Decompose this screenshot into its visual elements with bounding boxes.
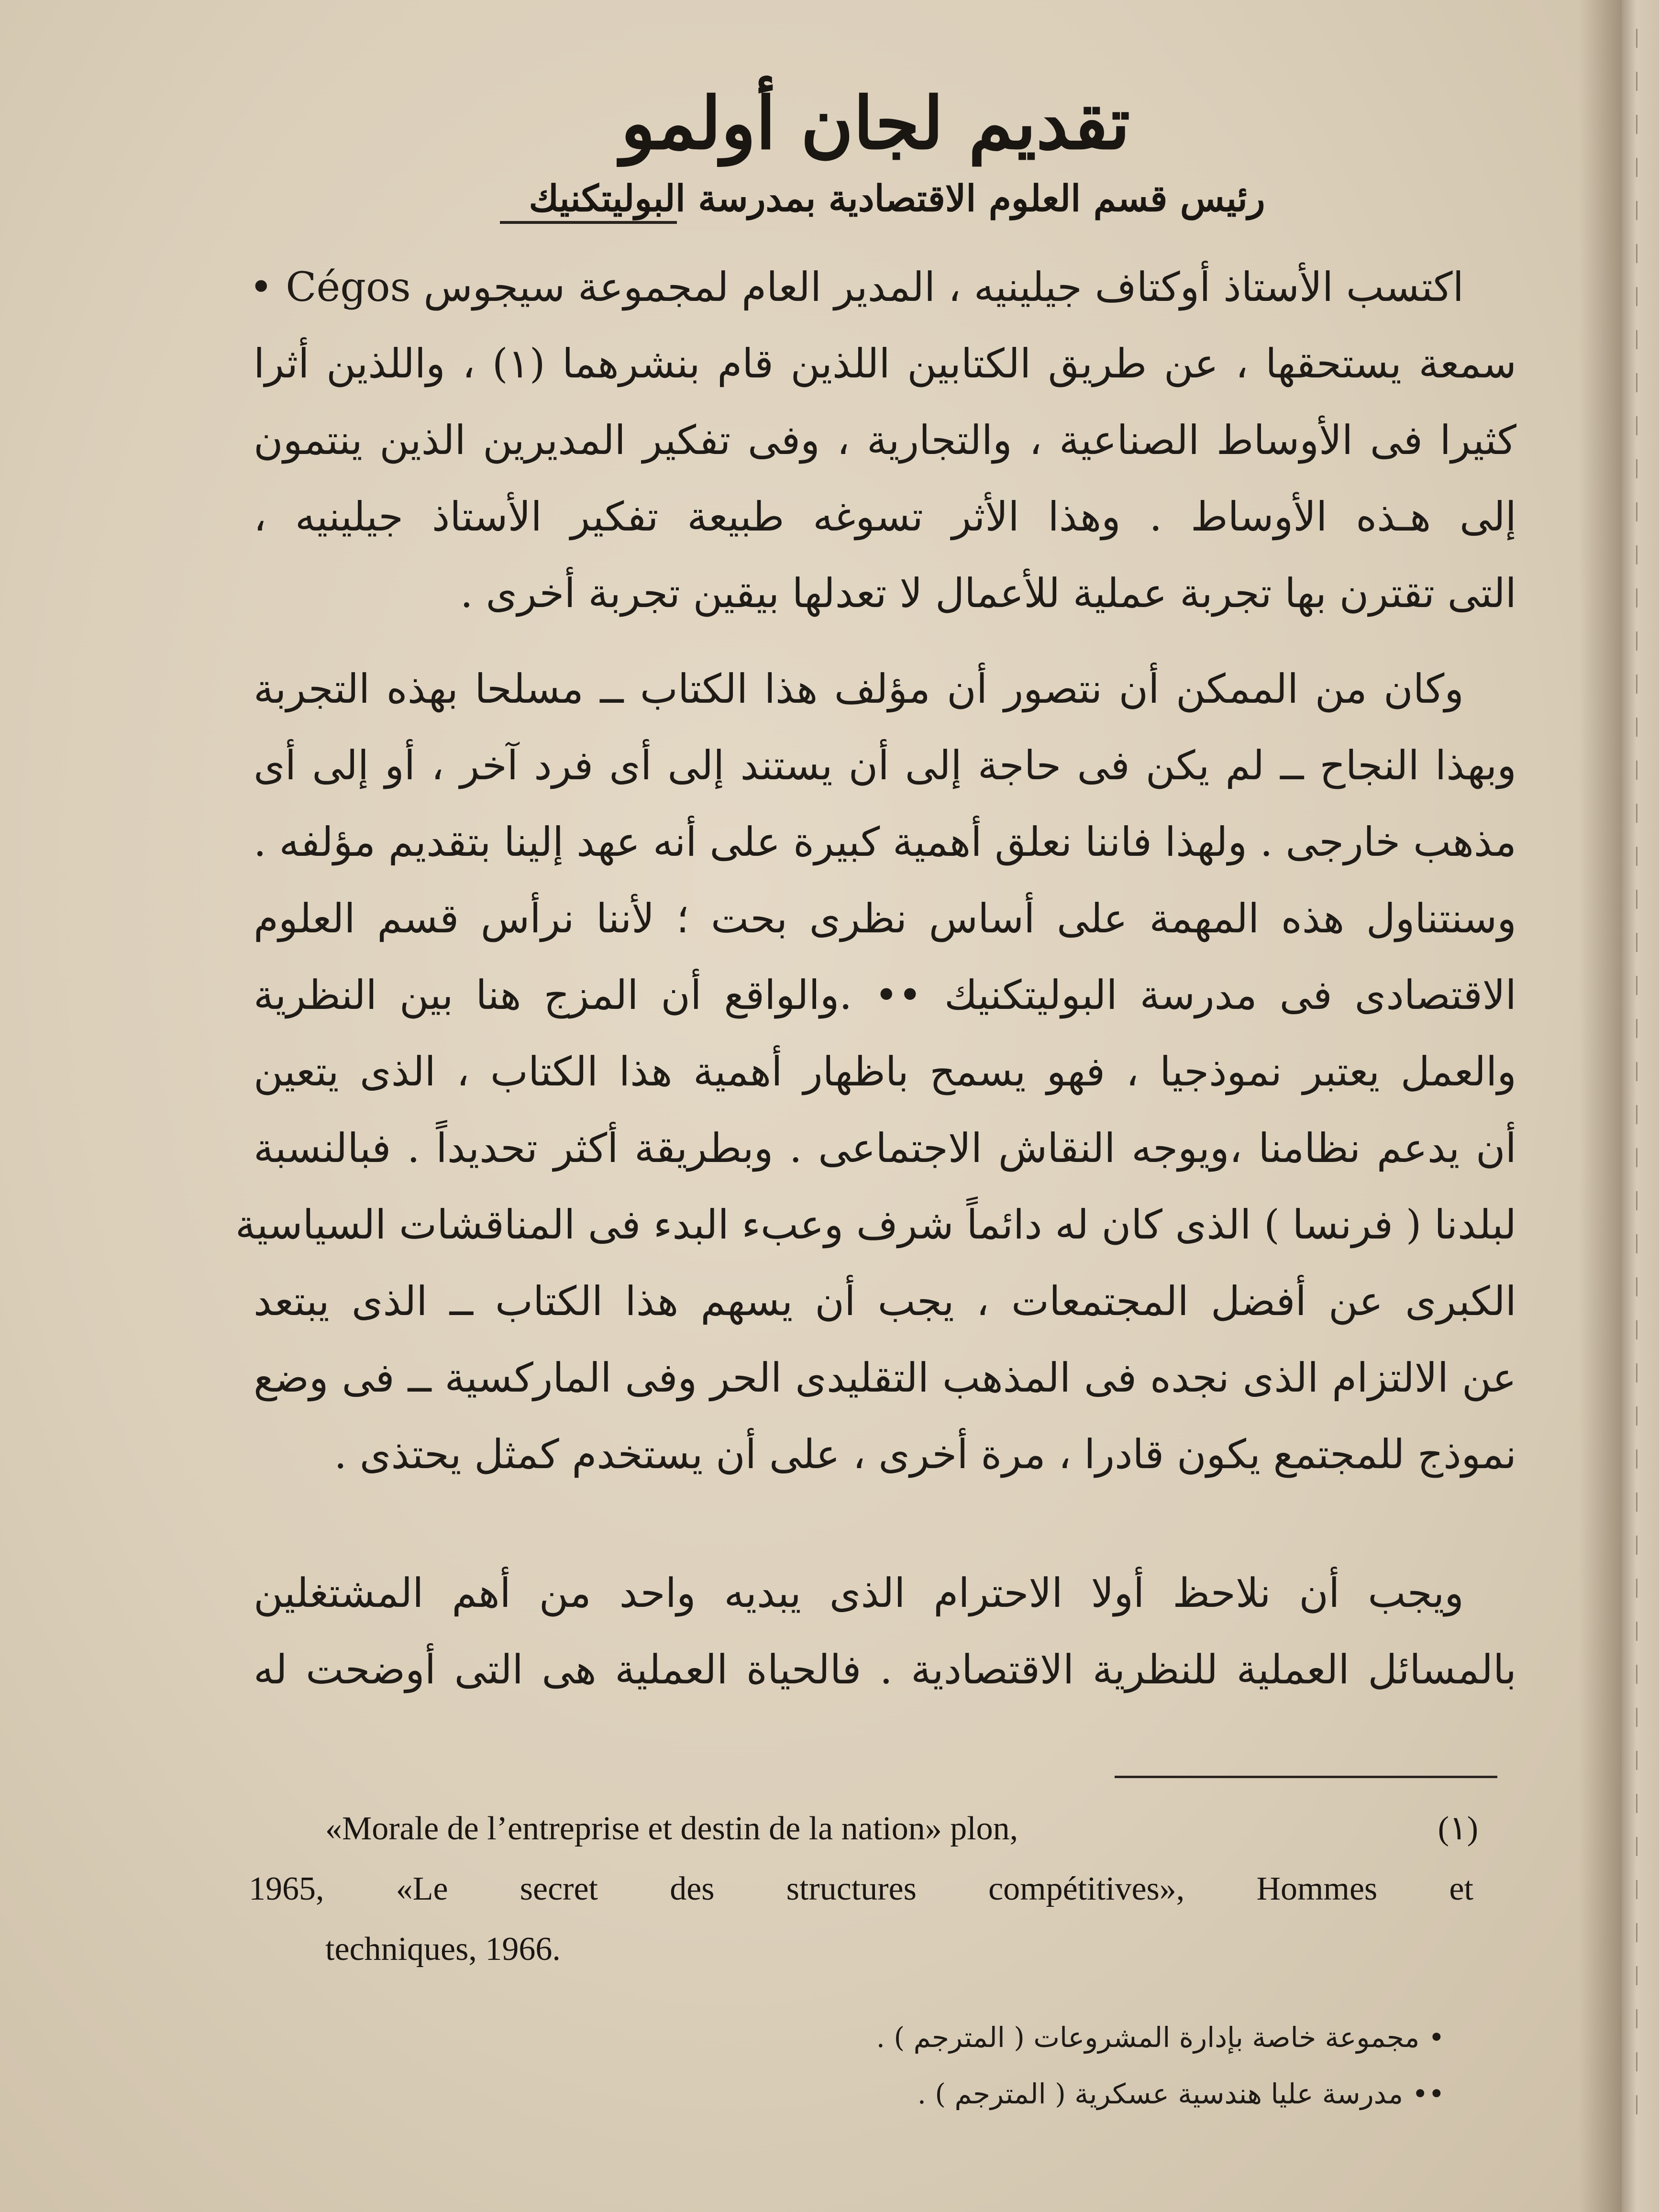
text-line: والعمل يعتبر نموذجيا ، فهو يسمح باظهار أهمية هذا الكتاب ، الذى يتعين: [254, 1048, 1516, 1095]
text-line: وسنتناول هذه المهمة على أساس نظرى بحت ؛ لأننا نرأس قسم العلوم: [254, 895, 1516, 942]
footnote-line: techniques, 1966.: [325, 1931, 561, 1968]
footnote-line: «Morale de l’entreprise et destin de la nation» plon,: [325, 1810, 1018, 1847]
page-spine-shadow: [1579, 0, 1622, 2212]
footnote-separator: [1115, 1776, 1497, 1778]
text-line: إلى هـذه الأوساط . وهذا الأثر تسوغه طبيعة تفكير الأستاذ جيلينيه ،: [254, 493, 1516, 540]
text-line: بالمسائل العملية للنظرية الاقتصادية . فالحياة العملية هى التى أوضحت له: [254, 1646, 1516, 1693]
page-subtitle: رئيس قسم العلوم الاقتصادية بمدرسة البوليتكنيك: [529, 177, 1265, 220]
text-line: سمعة يستحقها ، عن طريق الكتابين اللذين قام بنشرهما (١) ، واللذين أثرا: [254, 340, 1516, 387]
subtitle-underline: [500, 221, 677, 224]
text-line: ويجب أن نلاحظ أولا الاحترام الذى يبديه واحد من أهم المشتغلين: [254, 1570, 1464, 1616]
text-line: مذهب خارجى . ولهذا فاننا نعلق أهمية كبيرة على أنه عهد إلينا بتقديم مؤلفه .: [254, 818, 1516, 865]
text-line: وكان من الممكن أن نتصور أن مؤلف هذا الكتاب ــ مسلحا بهذه التجربة: [254, 665, 1464, 712]
paragraph-1: [249, 249, 1516, 631]
page-title: تقديم لجان أولمو: [620, 81, 1130, 166]
text-line: لبلدنا ( فرنسا ) الذى كان له دائماً شرف وعبء البدء فى المناقشات السياسية: [235, 1201, 1516, 1248]
footnote-number: (١): [1438, 1810, 1478, 1847]
adjacent-page-text-trace: [1636, 29, 1637, 2134]
adjacent-page-edge: [1622, 0, 1659, 2212]
footnote-line: 1965, «Le secret des structures compétitives», Hommes et: [249, 1870, 1473, 1907]
footnote: [249, 1799, 1483, 1980]
translator-note: • مجموعة خاصة بإدارة المشروعات ( المترجم ) .: [876, 2021, 1445, 2054]
text-line: أن يدعم نظامنا ،ويوجه النقاش الاجتماعى . وبطريقة أكثر تحديداً . فبالنسبة: [254, 1125, 1516, 1172]
text-line: اكتسب الأستاذ أوكتاف جيلينيه ، المدير العام لمجموعة سيجوس Cégos •: [249, 264, 1464, 310]
text-line: الكبرى عن أفضل المجتمعات ، يجب أن يسهم هذا الكتاب ــ الذى يبتعد: [254, 1278, 1516, 1325]
text-line: نموذج للمجتمع يكون قادرا ، مرة أخرى ، على أن يستخدم كمثل يحتذى .: [334, 1431, 1516, 1478]
text-line: عن الالتزام الذى نجده فى المذهب التقليدى الحر وفى الماركسية ــ فى وضع: [254, 1354, 1516, 1401]
text-line: الاقتصادى فى مدرسة البوليتكنيك •• .والواقع أن المزج هنا بين النظرية: [254, 972, 1516, 1018]
text-line: وبهذا النجاح ــ لم يكن فى حاجة إلى أن يستند إلى أى فرد آخر ، أو إلى أى: [254, 742, 1516, 789]
paragraph-3: [254, 1555, 1516, 1708]
translator-note: •• مدرسة عليا هندسية عسكرية ( المترجم ) .: [917, 2078, 1445, 2110]
text-line: التى تقترن بها تجربة عملية للأعمال لا تعدلها بيقين تجربة أخرى .: [460, 570, 1516, 617]
translator-notes: [660, 2009, 1445, 2122]
text-line: كثيرا فى الأوساط الصناعية ، والتجارية ، وفى تفكير المديرين الذين ينتمون: [254, 417, 1516, 464]
paragraph-2: [235, 651, 1516, 1493]
